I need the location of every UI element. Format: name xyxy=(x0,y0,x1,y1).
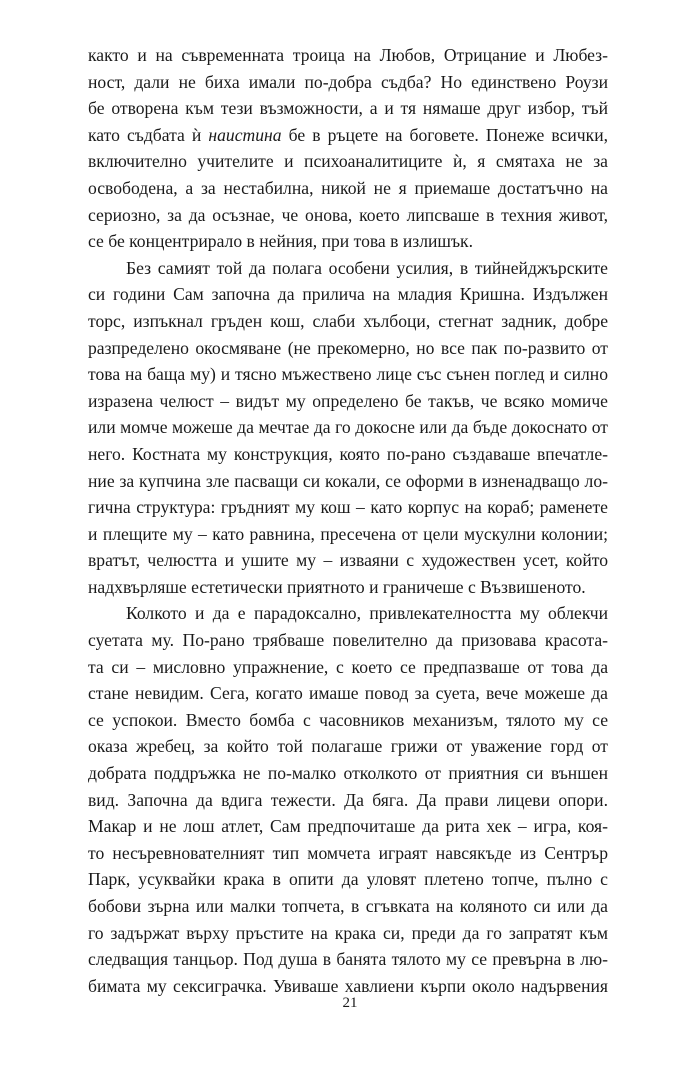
text-line: та си – мисловно упражнение, с което се предпазваше от това да xyxy=(88,656,608,677)
text-line: Колкото и да е парадоксално, привлекателността му облекчи xyxy=(126,603,608,624)
text-line: Макар и не лош атлет, Сам предпочиташе да рита хек – игра, коя- xyxy=(88,816,608,837)
text-line: то несъревнователният тип момчета играят навсякъде из Сентрър xyxy=(88,842,608,863)
text-line: разпределено окосмяване (не прекомерно, но все пак по-развито от xyxy=(88,337,608,358)
text-line: торс, изпъкнал гръден кош, слаби хълбоци, стегнат задник, добре xyxy=(88,310,608,331)
text-line: това на баща му) и тясно мъжествено лице със сънен поглед и силно xyxy=(88,364,608,385)
text-line: включително учителите и психоаналитиците ѝ, я смятаха не за xyxy=(88,151,608,172)
text-line: добрата поддръжка не по-малко отколкото от приятния си външен xyxy=(88,763,608,784)
text-line: или момче можеше да мечтае да го докосне или да бъде докоснато от xyxy=(88,417,608,438)
text-line: го задържат върху пръстите на крака си, преди да го запратят към xyxy=(88,922,608,943)
text-line: стане невидим. Сега, когато имаше повод за суета, вече можеше да xyxy=(88,683,608,704)
text-line: както и на съвременната троица на Любов, Отрицание и Любез- xyxy=(88,45,608,65)
text-line: и плещите му – като равнина, пресечена от цели мускулни колонии; xyxy=(88,523,608,544)
text-line: изразена челюст – видът му определено бе такъв, че всяко момиче xyxy=(88,390,608,411)
text-line: бобови зърна или малки топчета, в сгъвката на коляното си или да xyxy=(88,896,608,916)
text-line: ние за купчина зле пасващи си кокали, се оформи в изненадващо ло- xyxy=(88,470,608,491)
text-line: сериозно, за да осъзнае, че онова, което липсваше в техния живот, xyxy=(88,204,608,225)
text-line: надхвърляше естетически приятното и граничеше с Възвишеното. xyxy=(88,576,586,597)
text-line: Парк, усуквайки крака в опити да уловят плетено топче, пълно с xyxy=(88,869,608,890)
text-line: него. Костната му конструкция, която по-рано създаваше впечатле- xyxy=(88,443,608,464)
text-line: бе отворена към тези възможности, а и тя нямаше друг избор, тъй xyxy=(88,98,608,119)
text-line: се успокои. Вместо бомба с часовников механизъм, тялото му се xyxy=(88,709,608,730)
text-line: вратът, челюстта и ушите му – изваяни с художествен усет, който xyxy=(88,550,608,571)
text-line: бимата му сексиграчка. Увиваше хавлиени кърпи около надървения xyxy=(88,975,608,996)
text-line: Без самият той да полага особени усилия, в тийнейджърските xyxy=(126,257,608,278)
text-line: си години Сам започна да прилича на младия Кришна. Издължен xyxy=(88,284,608,305)
text-line: се бе концентрирало в нейния, при това в излишък. xyxy=(88,231,474,252)
text-line: гична структура: гръдният му кош – като корпус на кораб; раменете xyxy=(88,497,608,518)
text-line: вид. Започна да вдига тежести. Да бяга. Да прави лицеви опори. xyxy=(88,789,608,810)
text-line: като съдбата ѝ наистина бе в ръцете на боговете. Понеже всички, xyxy=(88,124,609,145)
text-line: освободена, а за нестабилна, никой не я приемаше достатъчно на xyxy=(88,177,608,198)
text-line: суетата му. По-рано трябваше повелително да призовава красота- xyxy=(88,630,608,651)
text-line: ност, дали не биха имали по-добра съдба? Но единствено Роузи xyxy=(88,71,608,92)
page-number: 21 xyxy=(342,995,358,1011)
body-text xyxy=(88,42,608,999)
text-line: следващия танцьор. Под душа в банята тялото му се превърна в лю- xyxy=(88,949,608,970)
emphasis: наистина xyxy=(208,124,282,145)
text-line: оказа жребец, за който той полагаше грижи от уважение горд от xyxy=(88,736,608,757)
